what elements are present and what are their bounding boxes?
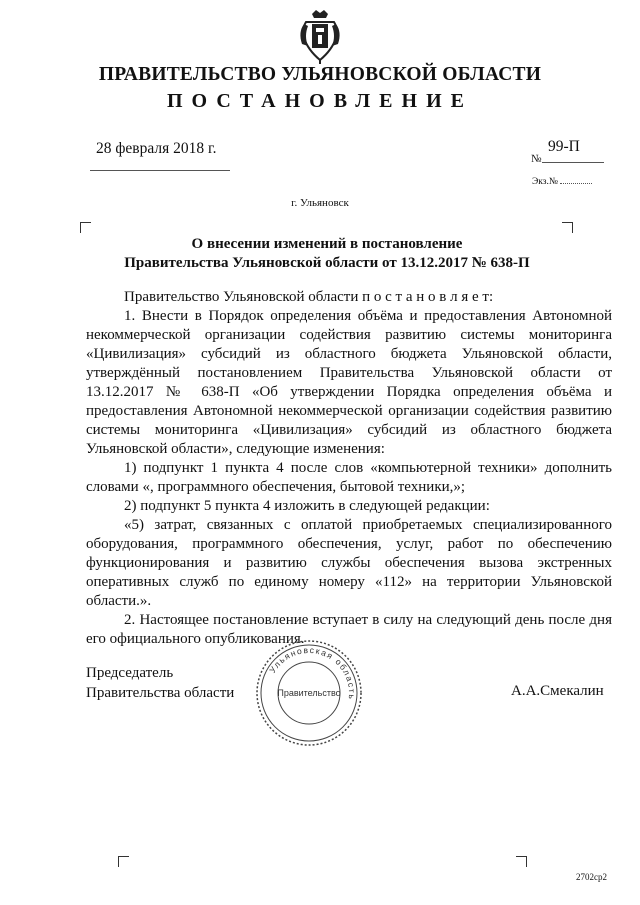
body-paragraph: 2) подпункт 5 пункта 4 изложить в следующей редакции: bbox=[124, 498, 490, 514]
subject-line-2: Правительства Ульяновской области от 13.12.2017 № 638-П bbox=[124, 255, 530, 271]
signatory-title bbox=[86, 663, 234, 703]
document-body bbox=[86, 288, 612, 649]
number-label: № bbox=[531, 153, 542, 165]
corner-mark-right bbox=[516, 856, 527, 867]
city: г. Ульяновск bbox=[291, 197, 349, 209]
footer-code: 2702ср2 bbox=[576, 872, 607, 882]
body-paragraph: 2. Настоящее постановление вступает в силу на следующий день после дня его официального опубликования. bbox=[86, 612, 612, 647]
document-number: 99-П bbox=[548, 138, 580, 155]
coat-of-arms-icon bbox=[298, 8, 342, 64]
signatory-title-line-2: Правительства области bbox=[86, 685, 235, 701]
subject-line-1: О внесении изменений в постановление bbox=[191, 236, 463, 252]
official-seal bbox=[254, 638, 364, 748]
copy-label: Экз.№ bbox=[532, 177, 558, 187]
bracket-corner-left bbox=[80, 222, 91, 233]
document-date: 28 февраля 2018 г. bbox=[96, 140, 217, 157]
corner-mark-left bbox=[118, 856, 129, 867]
signatory-title-line-1: Председатель bbox=[86, 665, 174, 681]
body-paragraph: «5) затрат, связанных с оплатой приобретаемых специализированного оборудования, программного обеспечения, услуг, работ по обеспечению функционирования и развитию службы обеспечения вызова экстренных оперативных служб по единому номеру «112» на территории Ульяновской области.». bbox=[86, 517, 612, 609]
document-type: ПОСТАНОВЛЕНИЕ bbox=[167, 90, 473, 112]
date-underline bbox=[90, 170, 230, 171]
signatory-name: А.А.Смекалин bbox=[511, 683, 604, 699]
document-subject bbox=[80, 235, 574, 273]
copy-blank bbox=[560, 183, 592, 184]
body-paragraph: 1) подпункт 1 пункта 4 после слов «компьютерной техники» дополнить словами «, программного обеспечения, бытовой техники,»; bbox=[86, 460, 612, 495]
bracket-corner-right bbox=[562, 222, 573, 233]
copy-number bbox=[532, 177, 592, 187]
seal-ring-text-path: Ульяновская область bbox=[267, 644, 358, 702]
body-paragraph: 1. Внести в Порядок определения объёма и предоставления Автономной некоммерческой организации содействия развитию системы мониторинга «Цивилизация» субсидий из областного бюджета Ульяновской области, утверждённый постановлением Правительства Ульяновской области от 13.12.2017 № 638-П «Об утверждении Порядка определения объёма и предоставления Автономной некоммерческой организации содействия развитию системы мониторинга «Цивилизация» субсидий из областного бюджета Ульяновской области», следующие изменения: bbox=[86, 308, 612, 457]
body-paragraph: Правительство Ульяновской области п о с т а н о в л я е т: bbox=[124, 289, 494, 305]
government-title: ПРАВИТЕЛЬСТВО УЛЬЯНОВСКОЙ ОБЛАСТИ bbox=[98, 64, 542, 85]
number-underline bbox=[542, 162, 604, 163]
seal-center-text: Правительство bbox=[277, 688, 341, 698]
